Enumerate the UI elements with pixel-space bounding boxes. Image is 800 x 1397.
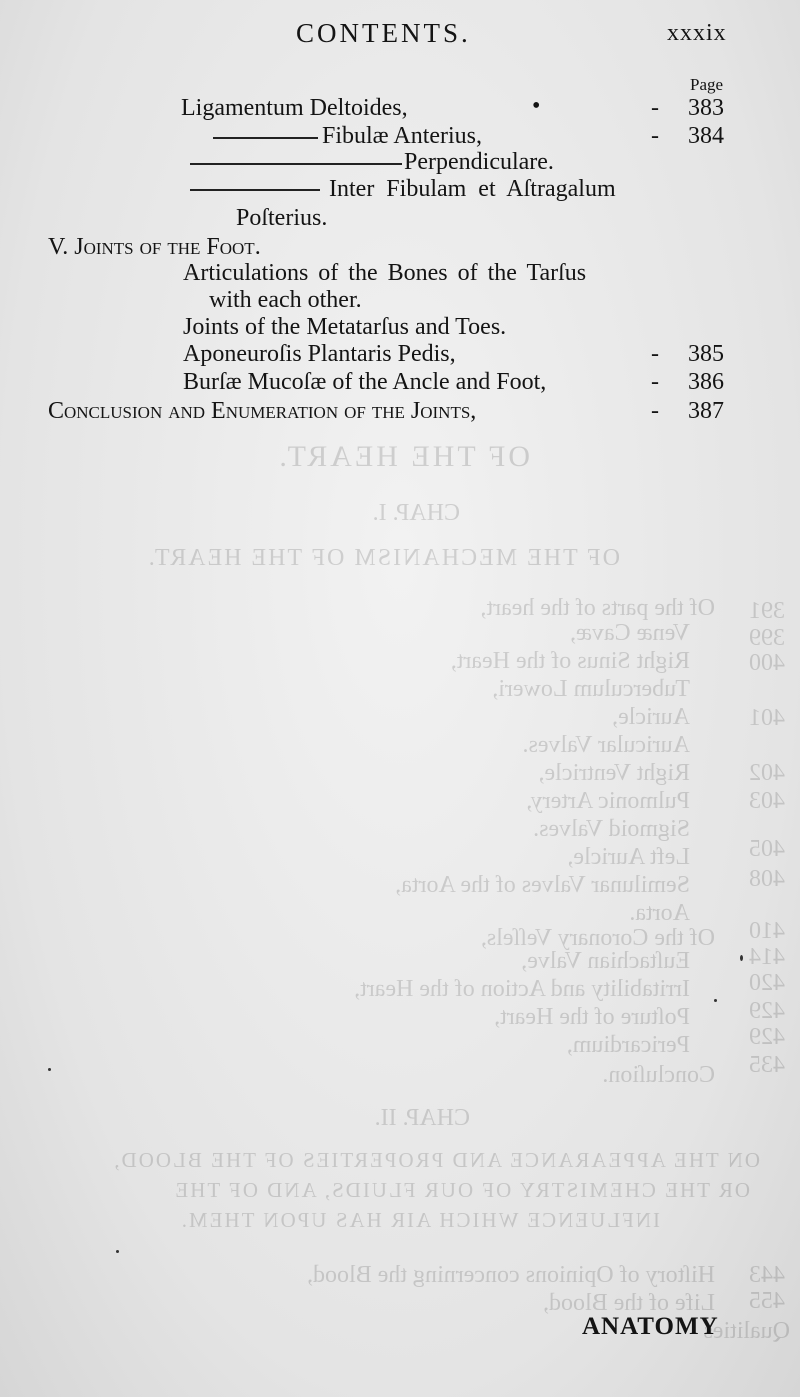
paper-speck <box>714 999 717 1002</box>
catchword: ANATOMY <box>582 1313 719 1340</box>
toc-page-387: 387 <box>688 398 724 424</box>
leader-dash: - <box>651 398 659 424</box>
section-heading-joints-of-foot: V. Joints of the Foot. <box>48 234 261 260</box>
toc-page-386: 386 <box>688 369 724 395</box>
toc-entry-posterius: Poſterius. <box>236 205 328 231</box>
ditto-rule <box>213 137 318 139</box>
toc-entry-fibulae-anterius: Fibulæ Anterius, <box>322 123 483 149</box>
leader-dash: - <box>651 369 659 395</box>
toc-entry-ligamentum-deltoides: Ligamentum Deltoides, <box>181 95 408 121</box>
toc-page-383: 383 <box>688 95 724 121</box>
toc-entry-conclusion: Conclusion and Enumeration of the Joints, <box>48 398 477 424</box>
ditto-rule <box>190 163 402 165</box>
toc-entry-articulations-tarsus: Articulations of the Bones of the Tarſus <box>183 260 587 286</box>
paper-speck <box>48 1068 51 1071</box>
toc-entry-metatarsus-toes: Joints of the Metatarſus and Toes. <box>183 314 507 340</box>
toc-page-384: 384 <box>688 123 724 149</box>
page-number: xxxix <box>667 20 727 46</box>
toc-entry-with-each-other: with each other. <box>209 287 362 313</box>
toc-entry-perpendiculare: Perpendiculare. <box>404 149 554 175</box>
leader-dash: - <box>651 123 659 149</box>
toc-entry-aponeurosis: Aponeuroſis Plantaris Pedis, <box>183 341 456 367</box>
ditto-rule <box>190 189 320 191</box>
toc-page-385: 385 <box>688 341 724 367</box>
leader-dash: - <box>651 95 659 121</box>
toc-entry-bursae-mucosae: Burſæ Mucoſæ of the Ancle and Foot, <box>183 369 547 395</box>
leader-dot: • <box>532 93 541 119</box>
leader-dash: - <box>651 341 659 367</box>
running-title: CONTENTS. <box>296 18 471 48</box>
show-through-bleed: OF THE HEART. CHAP. I. OF THE MECHANISM OF THE HEART. Of the parts of the heart, Venæ Cavæ, Right Sinus of the Heart, Tuberculum Loweri, Auricle, Auricular Valves. Right Ventricle, Pulmonic Artery, Sigmoid Valves. Left Auricle, Semilunar Valves of the Aorta, Aorta. Of the Coronary Veſſels, Euſtachian Valve, Irritability and Action of the Heart, Poſture of the Heart, Pericardium, Concluſion. CHAP. II. ON THE APPEARANCE AND PROPERTIES OF THE BLOOD, OR THE CHEMISTRY OF OUR FLUIDS, AND OF THE INFLUENCE WHICH AIR HAS UPON THEM. Hiſtory of Opinions concerning the Blood, Life of the Blood, Qualities 391 399 400 401 402 403 405 408 410 414 420 429 429 435 443 455 <box>112 440 790 1344</box>
paper-speck <box>116 1250 119 1253</box>
paper-speck <box>740 955 743 961</box>
page-column-label: Page <box>690 75 724 94</box>
toc-entry-inter-fibulam: Inter Fibulam et Aſtragalum <box>329 176 616 202</box>
